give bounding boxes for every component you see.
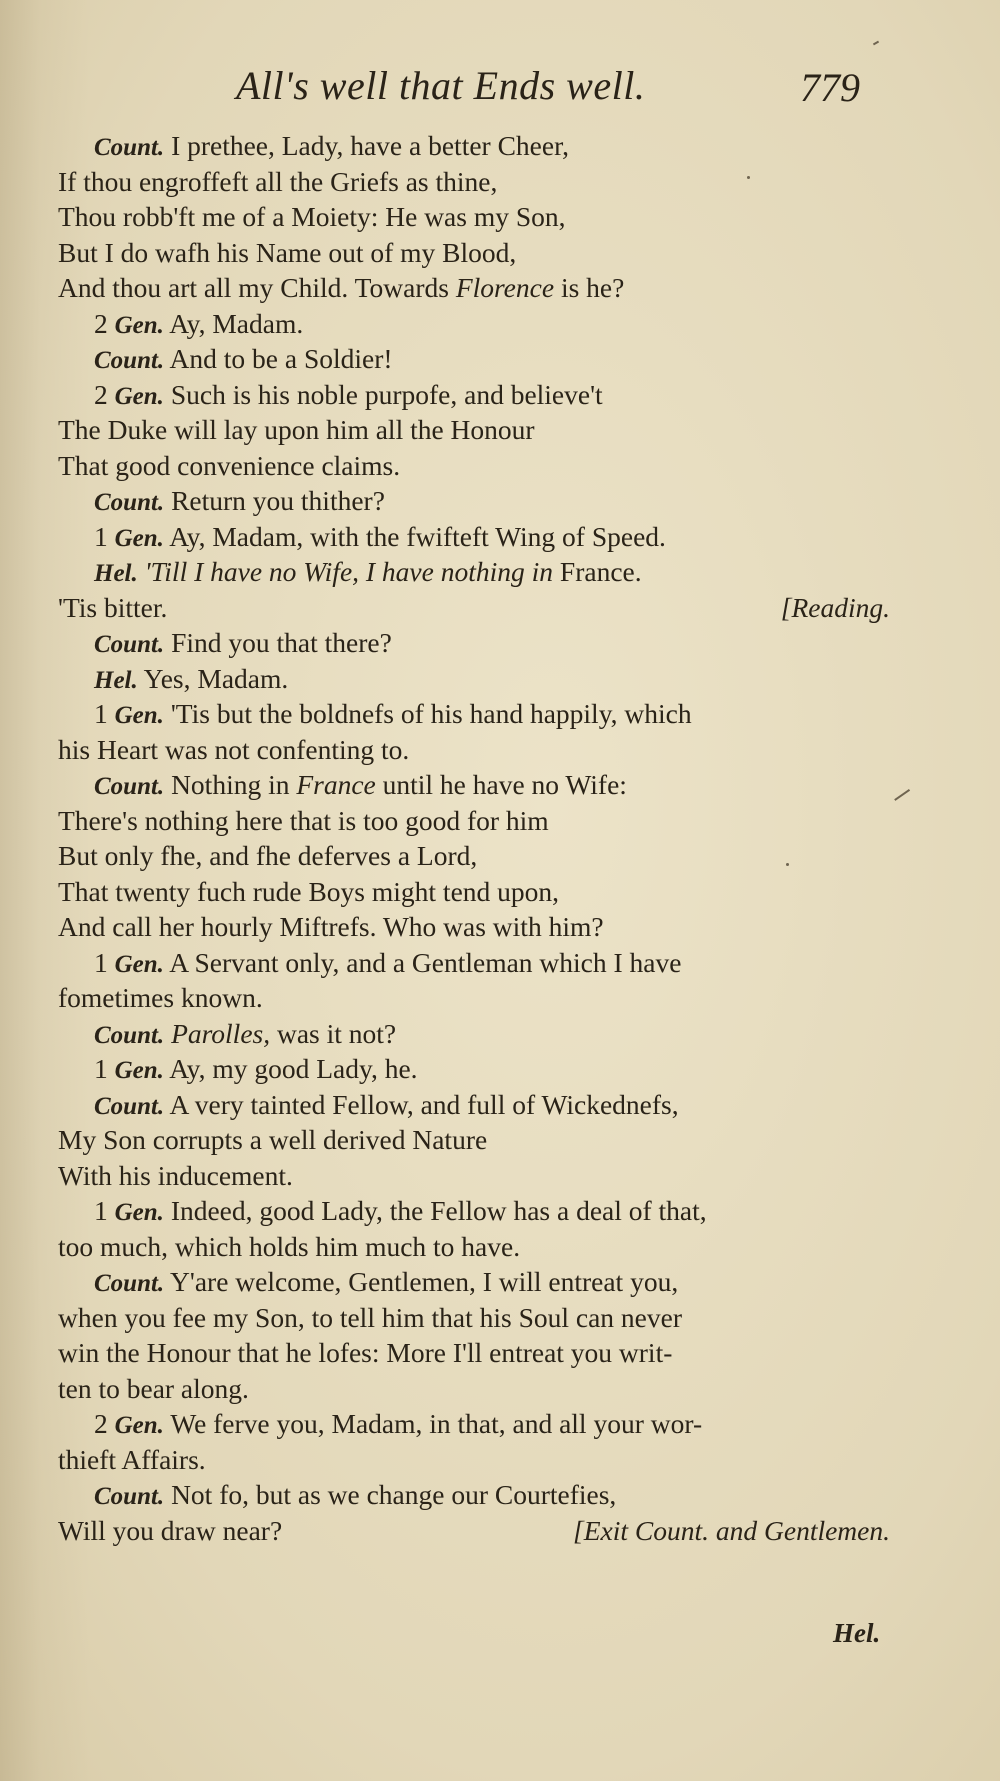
line-text: That twenty fuch rude Boys might tend upon,	[58, 875, 560, 907]
speaker-name: Count.	[94, 773, 165, 800]
speaker-number: 2	[94, 307, 115, 339]
text-line	[58, 1300, 890, 1336]
italic-text: France	[296, 769, 376, 800]
text-line	[58, 1087, 890, 1123]
line-text: There's nothing here that is too good for him	[58, 804, 549, 836]
line-text: Will you draw near?	[58, 1514, 283, 1546]
text-line	[58, 235, 890, 271]
text-line	[58, 1016, 890, 1052]
speaker-number: 1	[94, 946, 115, 978]
text-line	[58, 696, 890, 732]
text-line	[58, 483, 890, 519]
print-mark	[747, 176, 750, 179]
line-text: thieft Affairs.	[58, 1443, 206, 1475]
text-line	[58, 732, 890, 768]
line-text-continued: France.	[553, 556, 642, 587]
text-line	[58, 945, 890, 981]
line-text: But only fhe, and fhe deferves a Lord,	[58, 840, 478, 871]
text-line	[58, 1122, 890, 1158]
line-text: Find you that there?	[164, 627, 392, 658]
text-line	[58, 199, 890, 235]
line-text: fometimes known.	[58, 982, 263, 1013]
print-mark	[894, 789, 910, 801]
speaker-name: Count.	[94, 489, 165, 516]
italic-text: Parolles,	[164, 1017, 271, 1049]
line-text: And thou art all my Child. Towards	[58, 272, 456, 303]
line-text: And to be a Soldier!	[164, 343, 393, 374]
text-line	[58, 1513, 890, 1549]
text-line	[58, 1442, 890, 1478]
text-line	[58, 1229, 890, 1265]
line-text: Y'are welcome, Gentlemen, I will entreat you,	[164, 1266, 679, 1297]
text-line	[58, 1051, 890, 1087]
line-text: 'Tis but the boldnefs of his hand happily, which	[163, 698, 692, 729]
speaker-name: Gen.	[114, 311, 164, 339]
text-line	[58, 1406, 890, 1442]
text-line	[58, 1477, 890, 1513]
line-text: too much, which holds him much to have.	[58, 1230, 521, 1262]
line-text: Indeed, good Lady, the Fellow has a deal of that,	[163, 1195, 707, 1226]
text-line	[58, 1264, 890, 1300]
text-line	[58, 980, 890, 1016]
line-text: I prethee, Lady, have a better Cheer,	[164, 130, 570, 161]
line-text: That good convenience claims.	[58, 449, 401, 481]
text-line	[58, 306, 890, 342]
line-text: 'Tis bitter.	[58, 591, 168, 623]
line-text: A Servant only, and a Gentleman which I have	[163, 946, 682, 978]
line-text-continued: was it not?	[270, 1017, 397, 1049]
speaker-name: Count.	[94, 1092, 165, 1120]
line-text: And call her hourly Miftrefs. Who was with him?	[58, 911, 604, 942]
text-line	[58, 803, 890, 839]
text-line	[58, 909, 890, 945]
speaker-number: 1	[94, 698, 115, 729]
catchword: Hel.	[833, 1618, 881, 1648]
text-line	[58, 412, 890, 448]
italic-text: Florence	[455, 272, 555, 303]
text-line	[58, 377, 890, 413]
text-line	[58, 767, 890, 803]
line-text: With his inducement.	[58, 1159, 293, 1191]
line-text-continued: is he?	[554, 272, 625, 303]
text-line	[58, 874, 890, 910]
line-text: We ferve you, Madam, in that, and all your wor-	[163, 1408, 703, 1439]
text-line	[58, 1158, 890, 1194]
line-text: win the Honour that he lofes: More I'll entreat you writ-	[58, 1337, 673, 1368]
line-text: A very tainted Fellow, and full of Wickednefs,	[164, 1088, 679, 1120]
line-text: The Duke will lay upon him all the Honour	[58, 414, 535, 445]
speaker-name: Gen.	[114, 1412, 164, 1439]
page-header	[0, 52, 1000, 112]
speaker-name: Gen.	[114, 950, 164, 978]
text-line	[58, 448, 890, 484]
line-text: Yes, Madam.	[137, 662, 289, 694]
line-text: Thou robb'ft me of a Moiety: He was my Son,	[58, 201, 566, 232]
line-text: Not fo, but as we change our Courtefies,	[164, 1479, 617, 1510]
line-text: Ay, Madam, with the fwifteft Wing of Speed.	[163, 520, 666, 552]
print-mark	[873, 41, 879, 46]
speaker-name: Gen.	[114, 382, 164, 410]
speaker-number: 2	[94, 1408, 115, 1439]
text-line	[58, 341, 890, 377]
speaker-name: Hel.	[94, 666, 138, 694]
speaker-name: Count.	[94, 347, 165, 374]
line-text: Return you thither?	[164, 485, 385, 516]
line-text: ten to bear along.	[58, 1372, 249, 1404]
speaker-number: 1	[94, 1053, 115, 1084]
speaker-name: Count.	[94, 1021, 165, 1049]
line-text: Ay, Madam.	[163, 307, 304, 339]
speaker-number: 1	[94, 1195, 115, 1226]
italic-text: 'Till I have no Wife, I have nothing in	[137, 556, 554, 587]
text-line	[58, 1371, 890, 1407]
print-mark	[786, 863, 789, 866]
line-text-continued: until he have no Wife:	[375, 769, 627, 800]
line-text: Ay, my good Lady, he.	[163, 1053, 418, 1084]
text-line	[58, 128, 890, 164]
line-text: Nothing in	[164, 769, 297, 800]
stage-direction: [Reading.	[780, 591, 890, 623]
speaker-name: Count.	[94, 1483, 165, 1510]
page-number: 779	[800, 65, 860, 110]
speaker-name: Hel.	[94, 560, 138, 587]
speaker-name: Gen.	[114, 702, 164, 729]
text-line	[58, 838, 890, 874]
text-line	[58, 164, 890, 200]
play-text	[58, 128, 890, 1548]
speaker-number: 2	[94, 378, 115, 410]
text-line	[58, 1335, 890, 1371]
speaker-name: Gen.	[114, 524, 164, 552]
line-text: Such is his noble purpofe, and believe't	[163, 378, 603, 410]
text-line	[58, 661, 890, 697]
stage-direction: [Exit Count. and Gentlemen.	[573, 1514, 890, 1546]
text-line	[58, 519, 890, 555]
line-text: If thou engroffeft all the Griefs as thine,	[58, 165, 498, 197]
speaker-name: Gen.	[114, 1057, 164, 1084]
text-line	[58, 270, 890, 306]
speaker-number: 1	[94, 520, 115, 552]
text-line	[58, 554, 890, 590]
running-title: All's well that Ends well.	[236, 63, 646, 108]
speaker-name: Count.	[94, 1270, 165, 1297]
speaker-name: Count.	[94, 134, 165, 161]
speaker-name: Gen.	[114, 1199, 164, 1226]
line-text: when you fee my Son, to tell him that his Soul can never	[58, 1301, 682, 1333]
speaker-name: Count.	[94, 631, 165, 658]
text-line	[58, 590, 890, 626]
text-line	[58, 1193, 890, 1229]
line-text: But I do wafh his Name out of my Blood,	[58, 236, 517, 268]
line-text: My Son corrupts a well derived Nature	[58, 1124, 488, 1155]
line-text: his Heart was not confenting to.	[58, 733, 410, 765]
text-line	[58, 625, 890, 661]
